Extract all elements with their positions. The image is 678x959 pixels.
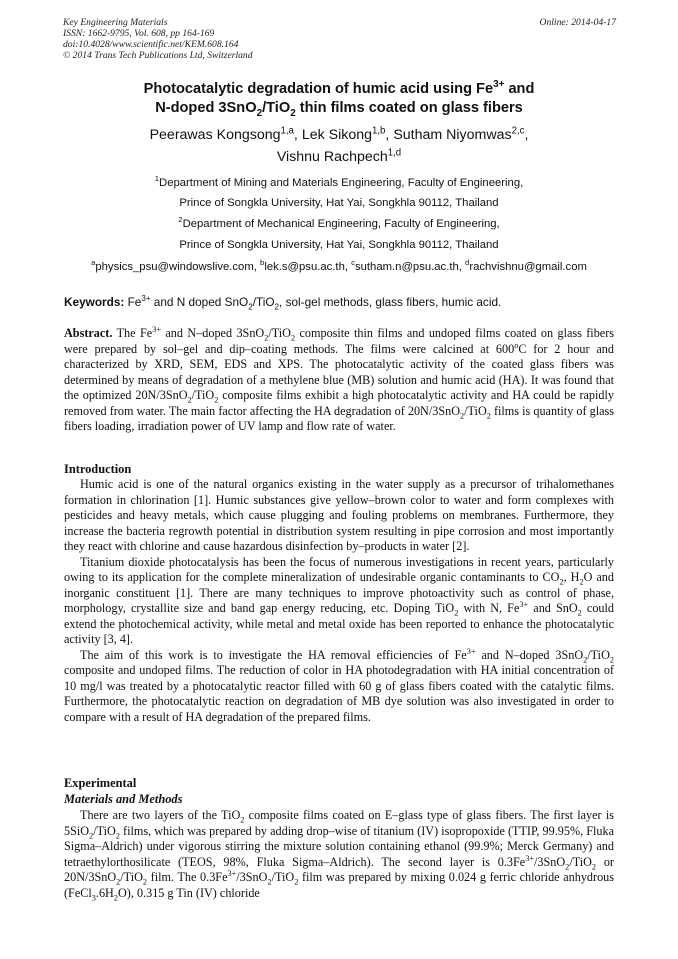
experimental-body (64, 808, 614, 901)
email-link[interactable]: lek.s@psu.ac.th, (264, 261, 352, 273)
affiliation-line: $^2$Department of Mechanical Engineering, Faculty of Engineering, (178, 215, 500, 230)
paragraph: The aim of this work is to investigate the HA removal efficiencies of $Fe^{3+}$ and N–doped 3SnO$_2$/TiO$_2$ composite and undoped films. The reduction of color in HA photodegradation with HA initial concentration of 10 mg/l was treated by a photocatalytic reactor filled with 60 g of glass fibers coated with the catalytic films. Furthermore, the photocatalytic reaction on degradation of MB dye solution was also investigated in order to compare with a result of HA degradation of the prepared films. (64, 646, 615, 724)
section-heading-experimental: Experimental (64, 776, 137, 790)
email-link[interactable]: sutham.n@psu.ac.th, (354, 261, 466, 273)
email-link[interactable]: rachvishnu@gmail.com (469, 261, 587, 273)
paragraph: There are two layers of the TiO$_2$ composite films coated on E–glass type of glass fibers. The first layer is 5SiO$_2$/TiO$_2$ films, which was prepared by adding drop–wise of titanium (IV) isopropoxide (TTIP, 99.95%, Fluka Sigma–Aldrich) under vigorous stirring the mixture solution containing ethanol (99.9%; Merck Germany) and tetraethylorthosilicate (TEOS, 98%, Fluka Sigma–Aldrich). The second layer is $0.3Fe^{3+}/3SnO_2/TiO_2$ or 20N/3SnO$_2$/TiO$_2$ film. The $0.3Fe^{3+}/3SnO_2/TiO_2$ film was prepared by mixing 0.024 g ferric chloride anhydrous $(FeCl_3.6H_2O)$, 0.315 g Tin (IV) chloride (64, 808, 614, 902)
issn-line: ISSN: 1662-9795, Vol. 608, pp 164-169 (63, 28, 215, 39)
affiliation-line: Prince of Songkla University, Hat Yai, Songkhla 90112, Thailand (179, 239, 499, 251)
affiliation-line: Prince of Songkla University, Hat Yai, Songkhla 90112, Thailand (179, 197, 499, 209)
keywords: Keywords: $Fe^{3+}$ and N doped SnO$_2$/TiO$_2$, sol-gel methods, glass fibers, humic acid. (64, 294, 502, 312)
affiliation-line: $^1$Department of Mining and Materials Engineering, Faculty of Engineering, (154, 174, 524, 189)
copyright-line: © 2014 Trans Tech Publications Ltd, Switzerland (63, 50, 253, 61)
email-line: $^a$physics_psu@windowslive.com, $^b$lek.s@psu.ac.th, $^c$sutham.n@psu.ac.th, $^d$rachvishnu@gmail.com (91, 258, 587, 273)
journal-header (63, 17, 403, 61)
abstract-label: Abstract. (64, 326, 113, 340)
introduction-body (64, 477, 614, 725)
author-name: Sutham Niyomwas (393, 127, 512, 143)
online-date: Online: 2014-04-17 (539, 17, 616, 28)
email-link[interactable]: physics_psu@windowslive.com, (95, 261, 261, 273)
author-list: Peerawas Kongsong$^{1,a}$, Lek Sikong$^{1,b}$, Sutham Niyomwas$^{2,c}$, Vishnu Rachpech$^{1,d}$ (149, 125, 529, 165)
paper-title: Photocatalytic degradation of humic acid using $Fe^{3+}$ and N-doped 3SnO$_2$/TiO$_2$ thin films coated on glass fibers (143, 79, 535, 119)
subsection-heading-materials: Materials and Methods (64, 792, 183, 806)
abstract: Abstract. The $Fe^{3+}$ and N–doped 3SnO$_2$/TiO$_2$ composite thin films and undoped films coated on glass fibers were prepared by sol–gel and dip–coating methods. The films were calcined at 600$^o$C for 2 hour and characterized by XRD, SEM, EDS and XPS. The photocatalytic activity of the coated glass fibers was determined by means of degradation of a methylene blue (MB) solution and humic acid (HA). It was found that the optimized 20N/3SnO$_2$/TiO$_2$ composite films exhibit a high photocatalytic activity and HA could be rapidly removed from water. The main factor affecting the HA degradation of 20N/3SnO$_2$/TiO$_2$ films is quantity of glass fibers loading, irradiation power of UV lamp and flow rate of water. (64, 324, 614, 433)
author-name: Peerawas Kongsong (149, 127, 281, 143)
doi-line: doi:10.4028/www.scientific.net/KEM.608.164 (63, 39, 239, 50)
journal-name: Key Engineering Materials (63, 17, 168, 28)
author-name: Vishnu Rachpech (276, 149, 388, 165)
author-name: Lek Sikong (301, 127, 373, 143)
paragraph: Titanium dioxide photocatalysis has been the focus of numerous investigations in recent years, particularly owing to its application for the complete mineralization of undesirable organic contaminants to $CO_2$, $H_2O$ and inorganic constituent [1]. There are many techniques to improve photoactivity such as control of phase, morphology, crystallite size and band gap energy reducing, etc. Doping TiO$_2$ with N, $Fe^{3+}$ and SnO$_2$ could extend the photochemical activity, while metal and metal oxide has been reported to enhance the photocatalytic activity [3, 4]. (64, 554, 614, 646)
paragraph: Humic acid is one of the natural organics existing in the water supply as a precursor of trihalomethanes formation in chlorination [1]. Humic substances give yellow–brown color to water and form complexes with pesticides and heavy metals, which cause plugging and fouling problems on membranes. Furthermore, they increase the bacteria regrowth potential in distribution system resulting in pipe corrosion and most importantly they react with chlorine and cause hazardous disinfection by–products in water [2]. (64, 477, 614, 553)
keywords-label: Keywords: (64, 295, 125, 309)
section-heading-introduction: Introduction (64, 462, 132, 476)
